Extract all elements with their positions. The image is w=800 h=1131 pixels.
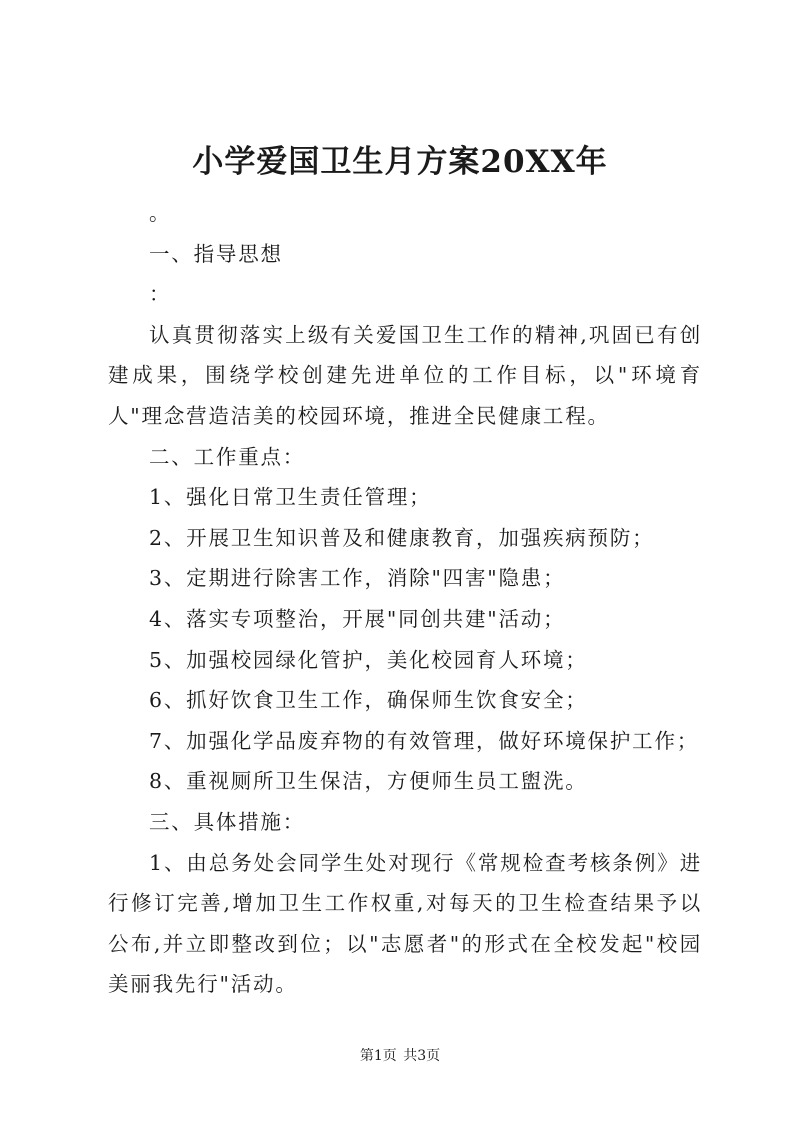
list-item-focus-3: 3、定期进行除害工作，消除"四害"隐患； xyxy=(149,566,566,591)
section-heading-guiding-ideology: 一、指导思想 xyxy=(149,241,283,266)
list-item-measure-1: 1、由总务处会同学生处对现行《常规检查考核条例》进行修订完善,增加卫生工作权重,对每天的卫生检查结果予以公布,并立即整改到位；以"志愿者"的形式在全校发起"校园美丽我先行"活动。 xyxy=(108,850,702,997)
list-item-focus-5: 5、加强校园绿化管护，美化校园育人环境； xyxy=(149,647,588,672)
paragraph-guiding-ideology: 认真贯彻落实上级有关爱国卫生工作的精神,巩固已有创建成果，围绕学校创建先进单位的工作目标，以"环境育人"理念营造洁美的校园环境，推进全民健康工程。 xyxy=(108,322,702,428)
paragraph-colon: ： xyxy=(149,282,172,307)
document-title: 小学爱国卫生月方案20XX年 xyxy=(192,144,608,180)
section-heading-work-focus: 二、工作重点： xyxy=(149,444,306,469)
page-indicator: 第1页 共3页 xyxy=(359,1048,441,1064)
list-item-focus-2: 2、开展卫生知识普及和健康教育，加强疾病预防； xyxy=(149,525,655,550)
list-item-focus-7: 7、加强化学品废弃物的有效管理，做好环境保护工作； xyxy=(149,728,700,753)
document-body xyxy=(108,193,702,1005)
paragraph-period: 。 xyxy=(149,201,172,225)
list-item-focus-6: 6、抓好饮食卫生工作，确保师生饮食安全； xyxy=(149,688,588,713)
list-item-focus-4: 4、落实专项整治，开展"同创共建"活动； xyxy=(149,606,566,631)
section-heading-measures: 三、具体措施： xyxy=(149,809,306,834)
list-item-focus-1: 1、强化日常卫生责任管理； xyxy=(149,485,432,510)
list-item-focus-8: 8、重视厕所卫生保洁，方便师生员工盥洗。 xyxy=(149,769,588,794)
